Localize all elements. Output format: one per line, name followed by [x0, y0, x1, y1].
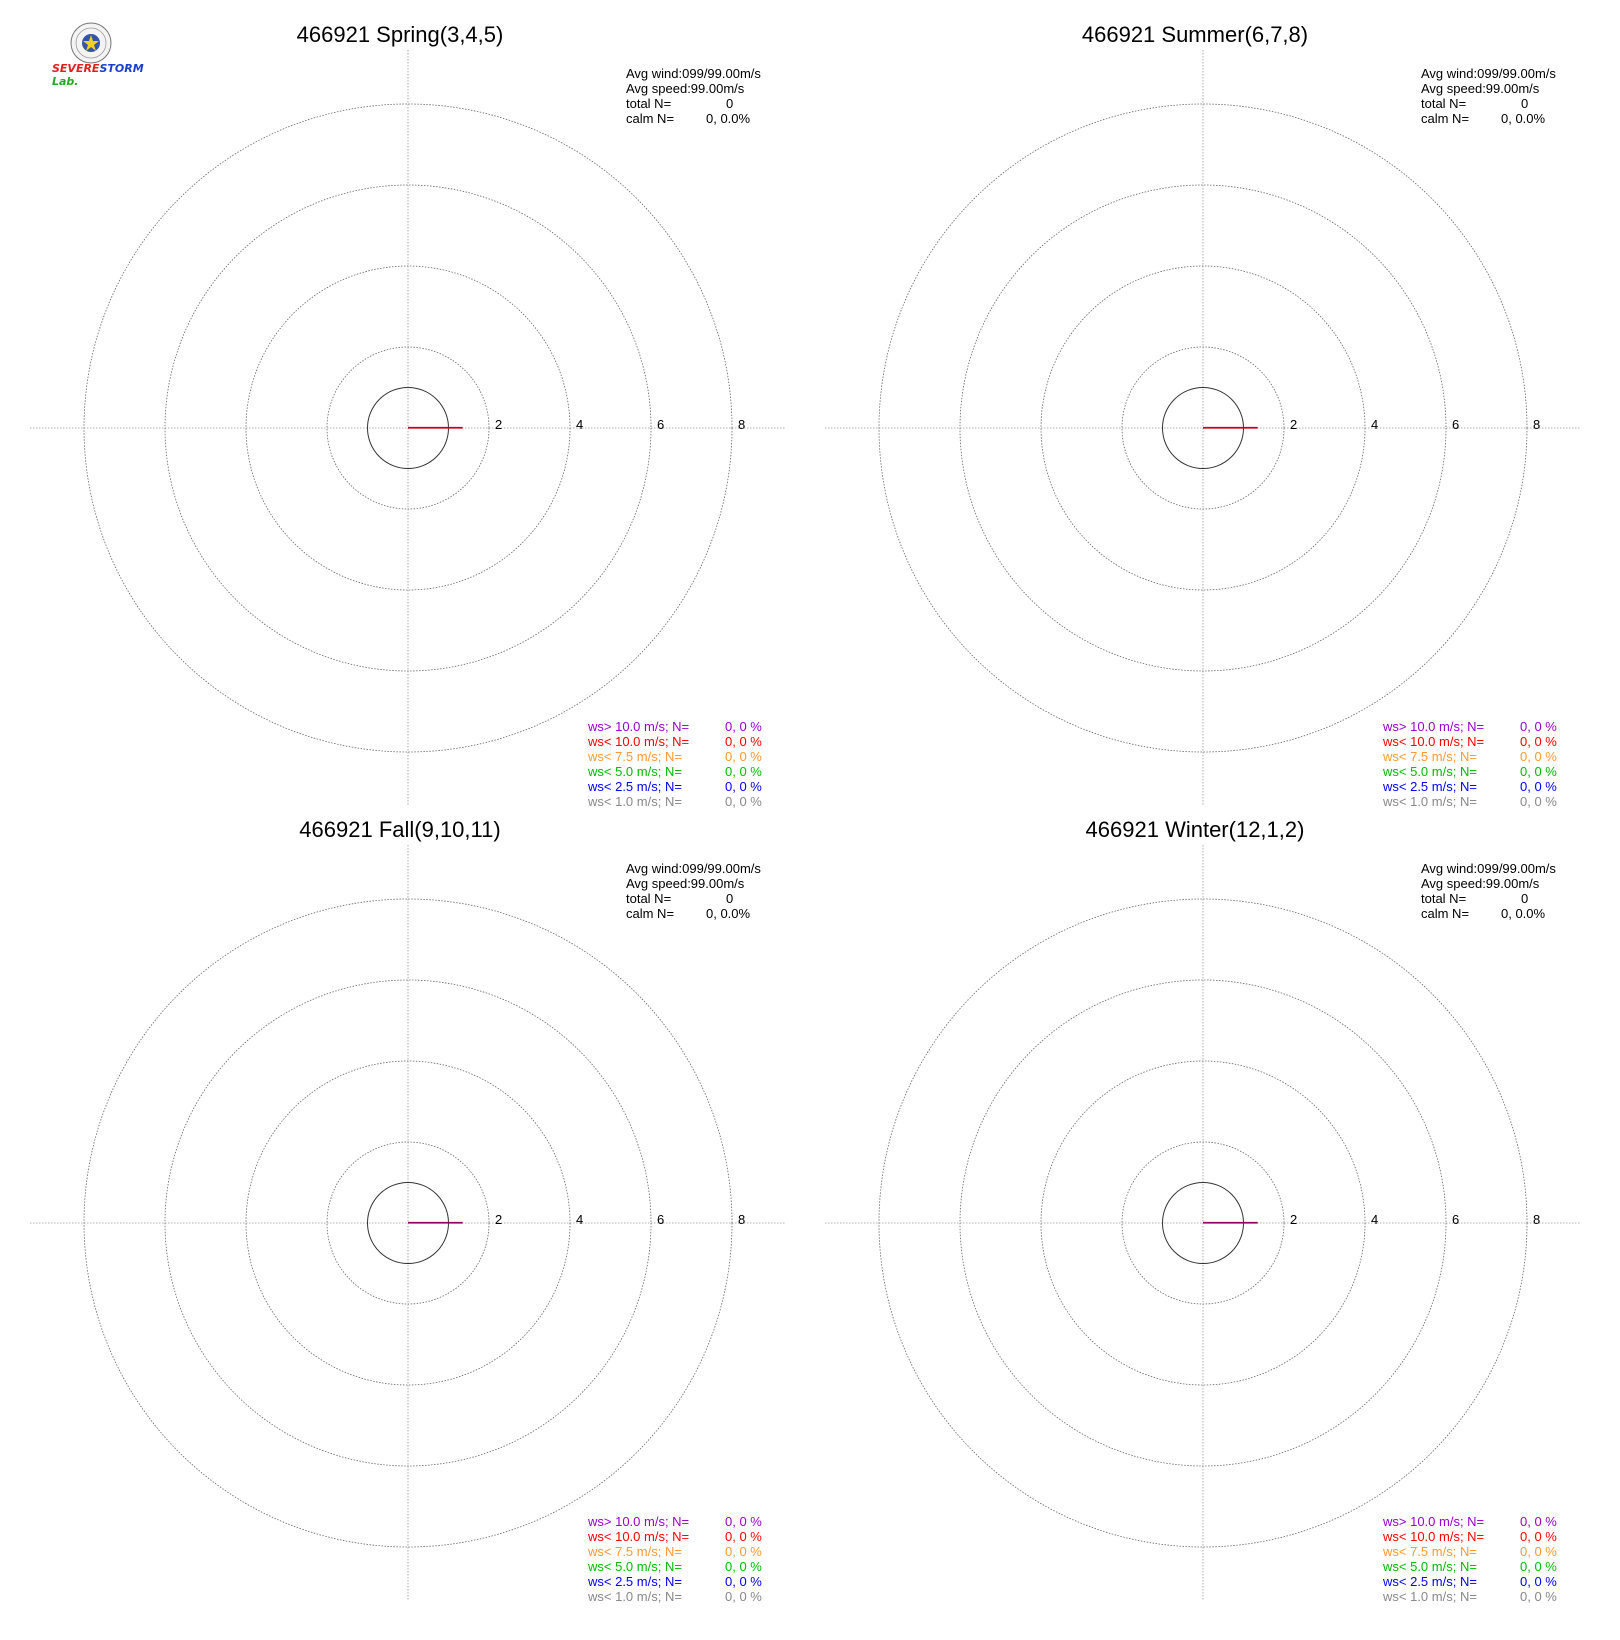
ring-label: 4 [1371, 417, 1379, 432]
legend-label: ws< 7.5 m/s; N= [1383, 1544, 1477, 1559]
legend-label: ws< 10.0 m/s; N= [588, 1529, 690, 1544]
chart-title: 466921 Summer(6,7,8) [1081, 22, 1309, 47]
legend-label: ws> 10.0 m/s; N= [588, 1514, 690, 1529]
legend-label: ws< 5.0 m/s; N= [588, 1559, 682, 1574]
stats-calm-label: calm N= [1421, 906, 1470, 921]
legend-value: 0, 0 % [725, 794, 762, 809]
ring-label: 4 [1371, 1212, 1379, 1227]
legend-label: ws< 10.0 m/s; N= [588, 734, 690, 749]
legend-label: ws< 7.5 m/s; N= [588, 1544, 682, 1559]
legend-value: 0, 0 % [725, 1574, 762, 1589]
legend-label: ws< 1.0 m/s; N= [588, 794, 682, 809]
stats-calm-label: calm N= [626, 906, 675, 921]
stats-total-value: 0 [1521, 96, 1529, 111]
stats-total-value: 0 [726, 891, 734, 906]
logo-line2: STORM [99, 62, 144, 75]
stats-calm-value: 0, 0.0% [706, 906, 751, 921]
legend-label: ws< 10.0 m/s; N= [1383, 734, 1485, 749]
stats-calm-label: calm N= [1421, 111, 1470, 126]
stats-total-label: total N= [626, 96, 672, 111]
stats-avg-speed: Avg speed:99.00m/s [1421, 81, 1540, 96]
legend-value: 0, 0 % [725, 749, 762, 764]
ring-label: 8 [738, 417, 746, 432]
stats-total-value: 0 [726, 96, 734, 111]
legend-value: 0, 0 % [725, 1559, 762, 1574]
severe-storm-lab-logo [52, 22, 144, 88]
stats-avg-wind: Avg wind:099/99.00m/s [1421, 861, 1556, 876]
stats-total-label: total N= [1421, 96, 1467, 111]
stats-calm-value: 0, 0.0% [1501, 111, 1546, 126]
ring-label: 8 [1533, 417, 1541, 432]
stats-calm-value: 0, 0.0% [1501, 906, 1546, 921]
legend-value: 0, 0 % [1520, 764, 1557, 779]
wind-rose-panel-1 [30, 22, 786, 809]
ring-label: 6 [657, 1212, 665, 1227]
legend-value: 0, 0 % [1520, 1529, 1557, 1544]
ring-label: 6 [657, 417, 665, 432]
legend-label: ws< 2.5 m/s; N= [1383, 1574, 1477, 1589]
logo-line1: SEVERE [52, 62, 100, 75]
legend-value: 0, 0 % [1520, 719, 1557, 734]
legend-value: 0, 0 % [1520, 749, 1557, 764]
ring-label: 2 [495, 417, 503, 432]
legend-label: ws< 7.5 m/s; N= [588, 749, 682, 764]
ring-label: 8 [1533, 1212, 1541, 1227]
legend-value: 0, 0 % [725, 719, 762, 734]
stats-avg-wind: Avg wind:099/99.00m/s [1421, 66, 1556, 81]
university-seal-icon [70, 22, 112, 64]
stats-calm-value: 0, 0.0% [706, 111, 751, 126]
legend-label: ws< 5.0 m/s; N= [588, 764, 682, 779]
wind-rose-panel-4 [825, 817, 1581, 1604]
legend-label: ws< 1.0 m/s; N= [588, 1589, 682, 1604]
legend-label: ws< 5.0 m/s; N= [1383, 764, 1477, 779]
legend-label: ws< 2.5 m/s; N= [588, 779, 682, 794]
legend-label: ws> 10.0 m/s; N= [588, 719, 690, 734]
stats-avg-wind: Avg wind:099/99.00m/s [626, 66, 761, 81]
legend-value: 0, 0 % [1520, 1544, 1557, 1559]
ring-label: 6 [1452, 417, 1460, 432]
ring-label: 8 [738, 1212, 746, 1227]
legend-value: 0, 0 % [1520, 794, 1557, 809]
stats-avg-speed: Avg speed:99.00m/s [626, 876, 745, 891]
chart-title: 466921 Spring(3,4,5) [296, 22, 504, 47]
legend-value: 0, 0 % [725, 1529, 762, 1544]
legend-label: ws> 10.0 m/s; N= [1383, 1514, 1485, 1529]
logo-wordmark [52, 62, 144, 88]
wind-rose-panel-3 [30, 817, 786, 1604]
legend-value: 0, 0 % [725, 1544, 762, 1559]
ring-label: 4 [576, 1212, 584, 1227]
ring-label: 2 [1290, 1212, 1298, 1227]
stats-avg-speed: Avg speed:99.00m/s [1421, 876, 1540, 891]
legend-value: 0, 0 % [1520, 779, 1557, 794]
legend-label: ws< 1.0 m/s; N= [1383, 794, 1477, 809]
ring-label: 4 [576, 417, 584, 432]
ring-label: 2 [495, 1212, 503, 1227]
stats-avg-speed: Avg speed:99.00m/s [626, 81, 745, 96]
legend-value: 0, 0 % [725, 1589, 762, 1604]
stats-total-label: total N= [626, 891, 672, 906]
legend-value: 0, 0 % [1520, 1514, 1557, 1529]
ring-label: 6 [1452, 1212, 1460, 1227]
stats-total-label: total N= [1421, 891, 1467, 906]
legend-value: 0, 0 % [1520, 1559, 1557, 1574]
legend-label: ws< 7.5 m/s; N= [1383, 749, 1477, 764]
legend-value: 0, 0 % [725, 1514, 762, 1529]
legend-label: ws< 2.5 m/s; N= [588, 1574, 682, 1589]
legend-label: ws> 10.0 m/s; N= [1383, 719, 1485, 734]
legend-value: 0, 0 % [725, 764, 762, 779]
stats-total-value: 0 [1521, 891, 1529, 906]
legend-value: 0, 0 % [725, 779, 762, 794]
legend-label: ws< 10.0 m/s; N= [1383, 1529, 1485, 1544]
legend-label: ws< 5.0 m/s; N= [1383, 1559, 1477, 1574]
legend-label: ws< 2.5 m/s; N= [1383, 779, 1477, 794]
legend-label: ws< 1.0 m/s; N= [1383, 1589, 1477, 1604]
legend-value: 0, 0 % [1520, 1589, 1557, 1604]
legend-value: 0, 0 % [1520, 734, 1557, 749]
chart-title: 466921 Fall(9,10,11) [299, 817, 501, 842]
chart-title: 466921 Winter(12,1,2) [1085, 817, 1305, 842]
stats-avg-wind: Avg wind:099/99.00m/s [626, 861, 761, 876]
legend-value: 0, 0 % [1520, 1574, 1557, 1589]
logo-line3: Lab. [52, 75, 79, 88]
stats-calm-label: calm N= [626, 111, 675, 126]
ring-label: 2 [1290, 417, 1298, 432]
legend-value: 0, 0 % [725, 734, 762, 749]
wind-rose-panel-2 [825, 22, 1581, 809]
